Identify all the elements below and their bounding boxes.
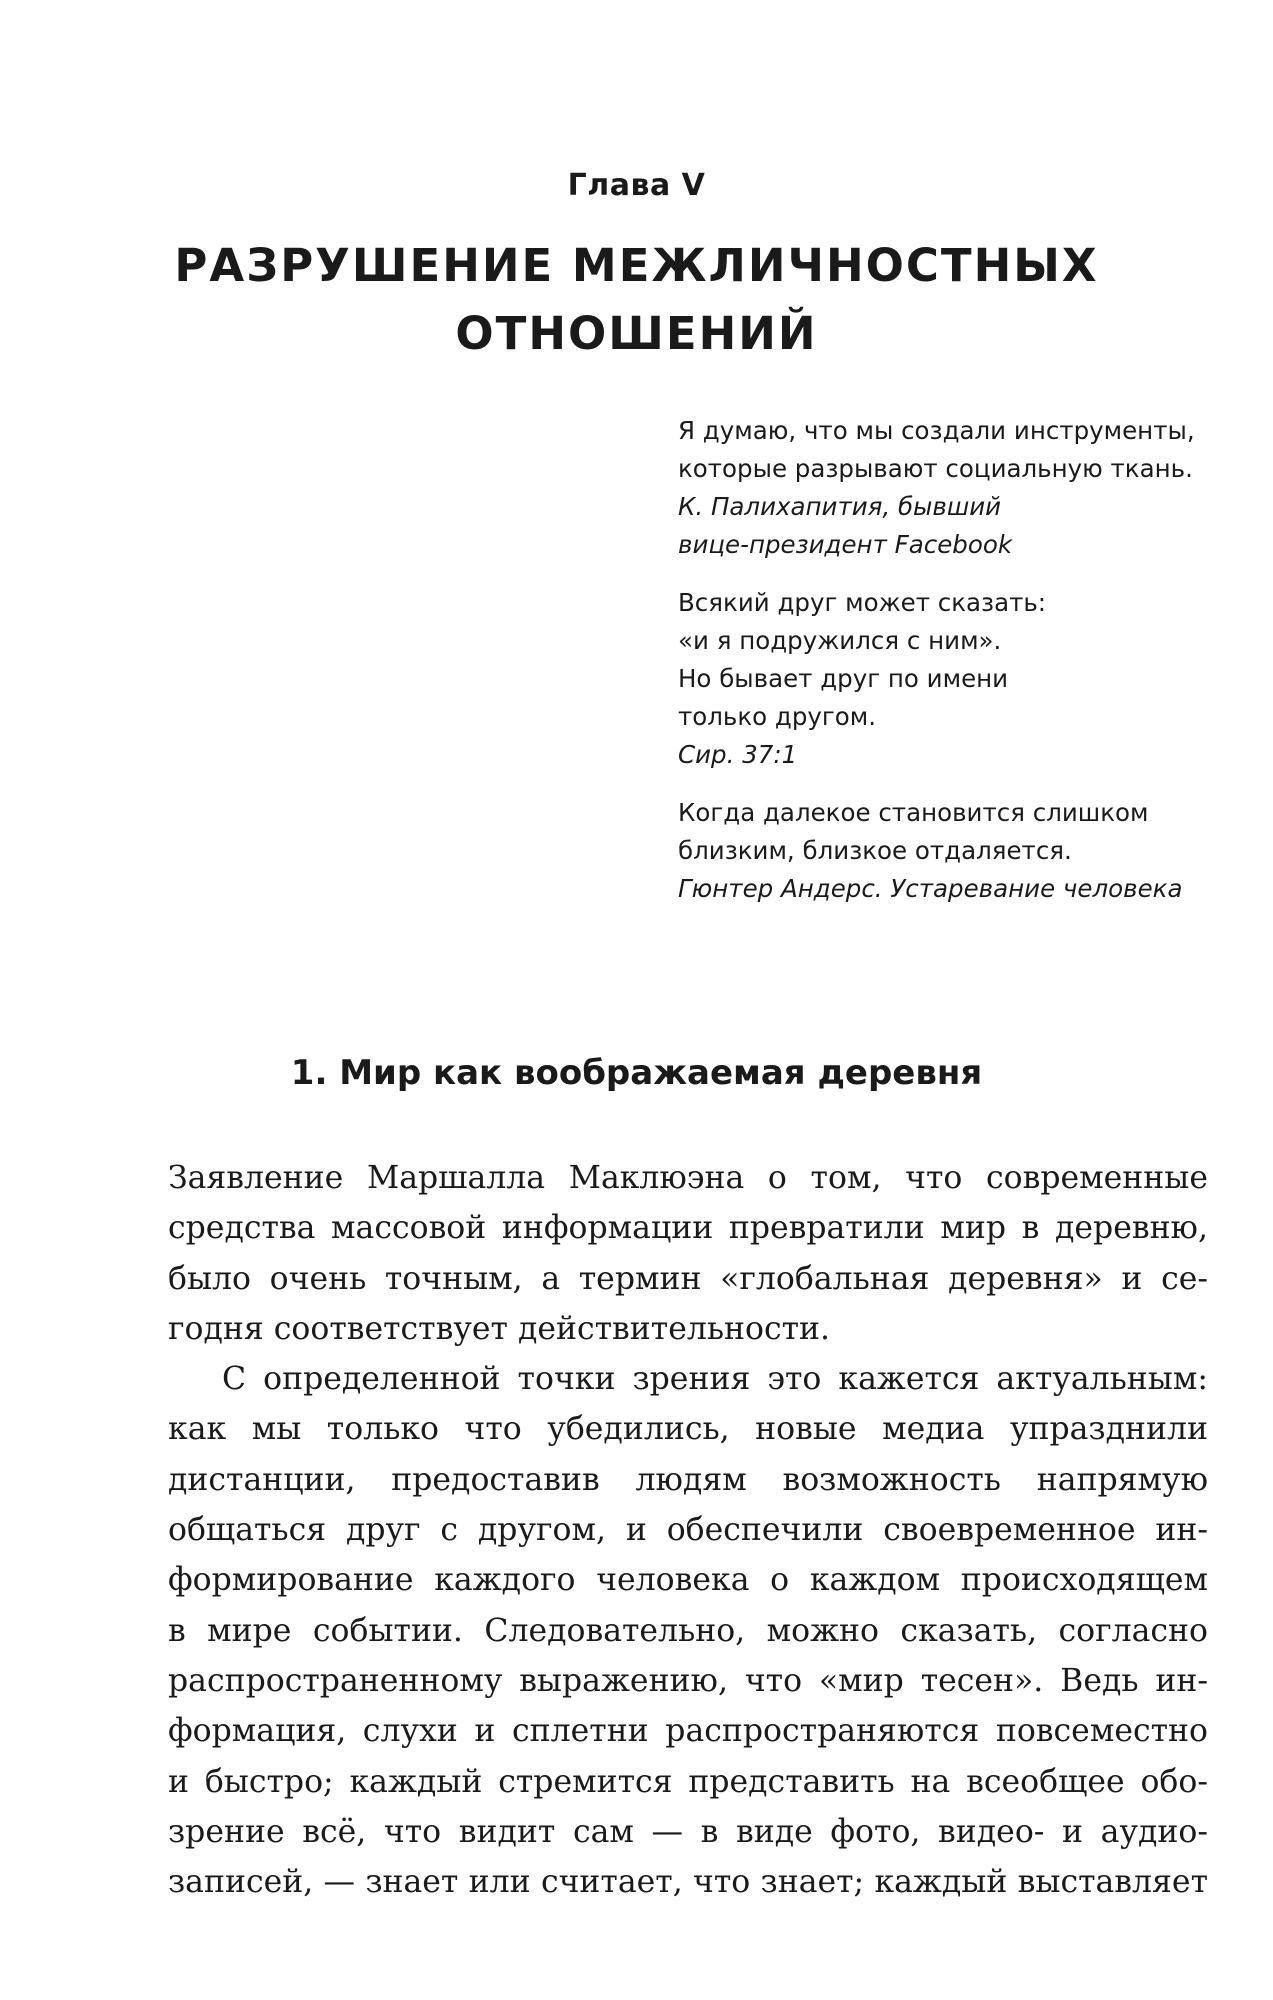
body-line: формация, слухи и сплетни распространяются повсеместно [168,1713,1208,1750]
chapter-label: Глава V [567,168,706,203]
epigraphs [678,412,1218,928]
body-line: С определенной точки зрения это кажется актуальным: [222,1361,1208,1398]
epigraph-2 [678,584,1218,774]
body-text [168,1153,1208,1907]
epigraph-line: Я думаю, что мы создали инструменты, [678,416,1195,445]
epigraph-line: Но бывает друг по имени [678,664,1009,693]
body-line: записей, — знает или считает, что знает; каждый выставляет [168,1864,1208,1901]
epigraph-source: К. Палихапития, бывший [678,492,1002,521]
body-line: зрение всё, что видит сам — в виде фото, видео- и аудио- [168,1813,1208,1850]
epigraph-3 [678,794,1218,908]
epigraph-source: вице-президент Facebook [678,530,1013,559]
chapter-title-line: ОТНОШЕНИЙ [455,307,818,360]
body-line: и быстро; каждый стремится представить на всеобщее обо- [168,1763,1208,1800]
body-line: годня соответствует действительности. [168,1310,831,1347]
chapter-title-line: РАЗРУШЕНИЕ МЕЖЛИЧНОСТНЫХ [174,239,1099,292]
body-line: было очень точным, а термин «глобальная деревня» и се- [168,1260,1208,1297]
body-line: формирование каждого человека о каждом происходящем [168,1562,1208,1599]
body-line: как мы только что убедились, новые медиа упразднили [168,1411,1208,1448]
body-line: общаться друг с другом, и обеспечили своевременное ин- [168,1512,1208,1549]
epigraph-1 [678,412,1218,564]
epigraph-line: Всякий друг может сказать: [678,588,1047,617]
body-line: распространенному выражению, что «мир тесен». Ведь ин- [168,1662,1208,1699]
epigraph-line: близким, близкое отдаляется. [678,836,1072,865]
epigraph-line: только другом. [678,702,877,731]
epigraph-source: Гюнтер Андерс. Устаревание человека [678,874,1183,903]
body-line: Заявление Маршалла Маклюэна о том, что современные [168,1160,1208,1196]
body-line: в мире событии. Следовательно, можно сказать, согласно [168,1612,1208,1649]
body-line: дистанции, предоставив людям возможность напрямую [168,1461,1208,1498]
epigraph-line: «и я подружился с ним». [678,626,1002,655]
chapter-title [0,232,1273,368]
section-title: 1. Мир как воображаемая деревня [290,1053,983,1093]
body-line: средства массовой информации превратили мир в деревню, [168,1210,1208,1247]
epigraph-line: Когда далекое становится слишком [678,798,1149,827]
epigraph-source: Сир. 37:1 [678,740,798,769]
epigraph-line: которые разрывают социальную ткань. [678,454,1193,483]
